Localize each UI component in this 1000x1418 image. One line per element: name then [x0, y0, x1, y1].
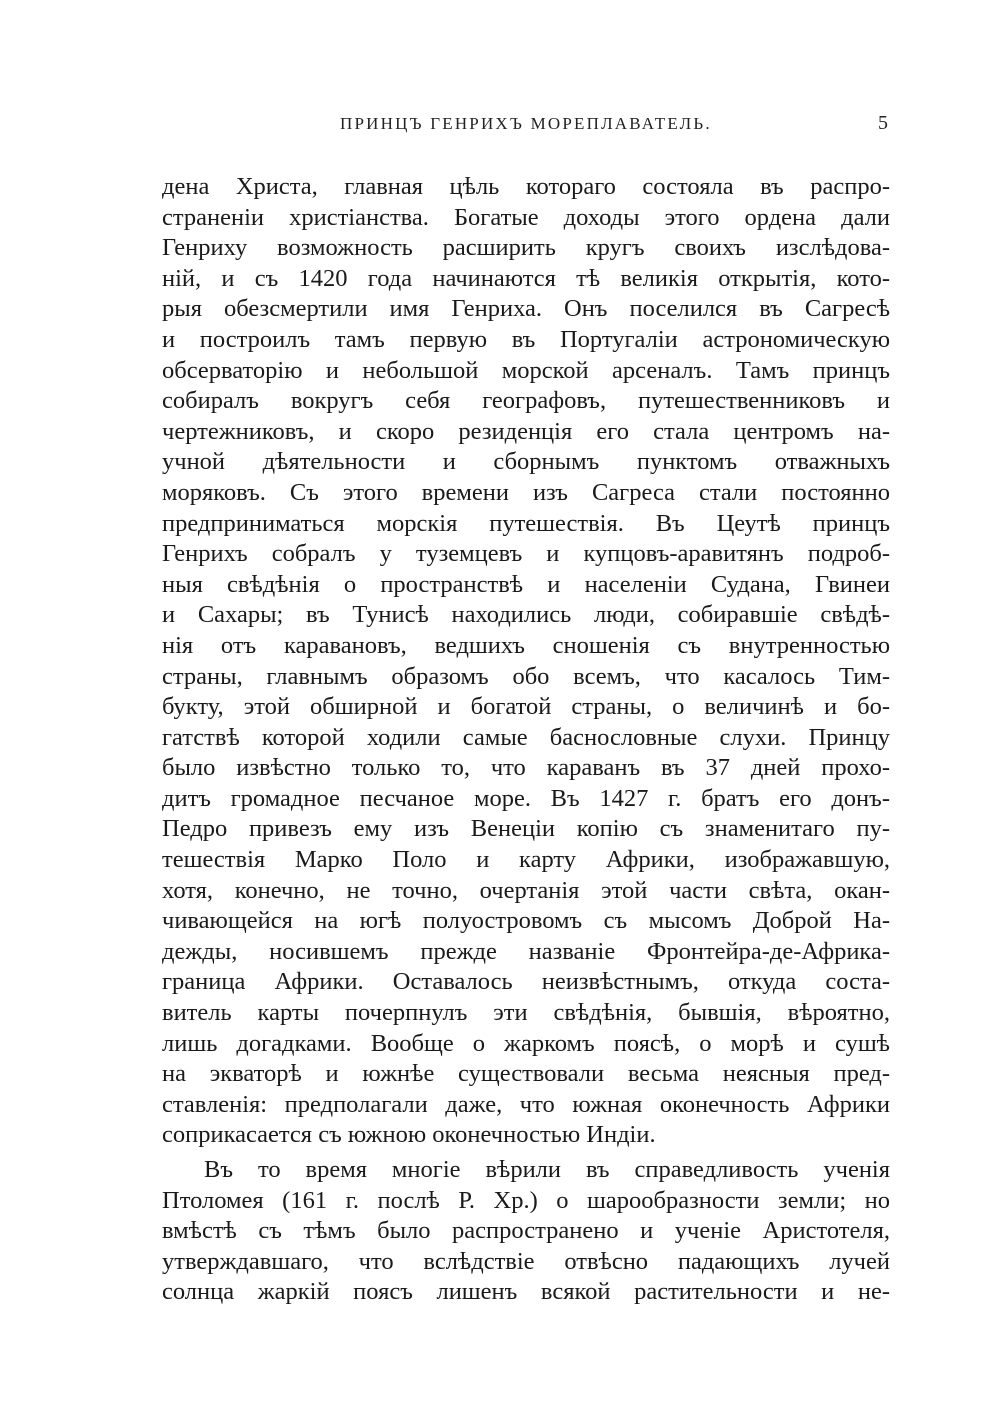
text-line: было извѣстно только то, что караванъ въ 37 дней прохо-	[162, 754, 890, 782]
text-line: солнца жаркій поясъ лишенъ всякой растительности и не-	[162, 1278, 890, 1306]
text-line: букту, этой обширной и богатой страны, о величинѣ и бо-	[162, 693, 890, 721]
text-line: учной дѣятельности и сборнымъ пунктомъ отважныхъ	[162, 448, 890, 476]
body-text	[162, 172, 890, 1308]
text-line: на экваторѣ и южнѣе существовали весьма неясныя пред-	[162, 1060, 890, 1088]
text-line: рыя обезсмертили имя Генриха. Онъ поселился въ Сагресѣ	[162, 295, 890, 323]
text-line: предприниматься морскія путешествія. Въ Цеутѣ принцъ	[162, 509, 890, 537]
text-line: вмѣстѣ съ тѣмъ было распространено и ученіе Аристотеля,	[162, 1217, 890, 1245]
text-line: гатствѣ которой ходили самые баснословные слухи. Принцу	[162, 723, 890, 751]
text-line: Педро привезъ ему изъ Венеціи копію съ знаменитаго пу-	[162, 815, 890, 843]
text-line: ныя свѣдѣнія о пространствѣ и населеніи Судана, Гвинеи	[162, 570, 890, 598]
text-line: обсерваторію и небольшой морской арсеналъ. Тамъ принцъ	[162, 356, 890, 384]
text-line: нія отъ каравановъ, ведшихъ сношенія съ внутренностью	[162, 631, 890, 659]
text-line: собиралъ вокругъ себя географовъ, путешественниковъ и	[162, 387, 890, 415]
text-line: ставленія: предполагали даже, что южная оконечность Африки	[162, 1090, 890, 1118]
text-line: Птоломея (161 г. послѣ Р. Хр.) о шарообразности земли; но	[162, 1186, 890, 1214]
text-line: утверждавшаго, что вслѣдствіе отвѣсно падающихъ лучей	[162, 1247, 890, 1275]
text-line: дежды, носившемъ прежде названіе Фронтейра-де-Африка-	[162, 937, 890, 965]
paragraph-2	[162, 1155, 890, 1308]
text-line: чивающейся на югѣ полуостровомъ съ мысомъ Доброй На-	[162, 907, 890, 935]
text-line: страны, главнымъ образомъ обо всемъ, что касалось Тим-	[162, 662, 890, 690]
text-line: граница Африки. Оставалось неизвѣстнымъ, откуда соста-	[162, 968, 890, 996]
text-line: ній, и съ 1420 года начинаются тѣ великія открытія, кото-	[162, 264, 890, 292]
text-line: хотя, конечно, не точно, очертанія этой части свѣта, окан-	[162, 876, 890, 904]
text-line: страненіи христіанства. Богатые доходы этого ордена дали	[162, 203, 890, 231]
text-line: Генрихъ собралъ у туземцевъ и купцовъ-аравитянъ подроб-	[162, 540, 890, 568]
text-line: витель карты почерпнулъ эти свѣдѣнія, бывшія, вѣроятно,	[162, 999, 890, 1027]
text-line: дитъ громадное песчаное море. Въ 1427 г. братъ его донъ-	[162, 784, 890, 812]
text-line: и Сахары; въ Тунисѣ находились люди, собиравшіе свѣдѣ-	[162, 601, 890, 629]
text-line: соприкасается съ южною оконечностью Индіи.	[162, 1121, 656, 1149]
text-line: лишь догадками. Вообще о жаркомъ поясѣ, о морѣ и сушѣ	[162, 1029, 890, 1057]
text-line: Въ то время многіе вѣрили въ справедливость ученія	[204, 1156, 890, 1183]
text-line: и построилъ тамъ первую въ Португаліи астрономическую	[162, 325, 890, 353]
paragraph-1	[162, 172, 890, 1151]
running-head-title: ПРИНЦЪ ГЕНРИХЪ МОРЕПЛАВАТЕЛЬ.	[340, 114, 712, 133]
text-line: дена Христа, главная цѣль котораго состояла въ распро-	[162, 173, 890, 200]
text-line: Генриху возможность расширить кругъ своихъ изслѣдова-	[162, 234, 890, 262]
page-number: 5	[878, 112, 888, 134]
text-line: моряковъ. Съ этого времени изъ Сагреса стали постоянно	[162, 478, 890, 506]
text-line: чертежниковъ, и скоро резиденція его стала центромъ на-	[162, 417, 890, 445]
text-line: тешествія Марко Поло и карту Африки, изображавшую,	[162, 846, 890, 874]
